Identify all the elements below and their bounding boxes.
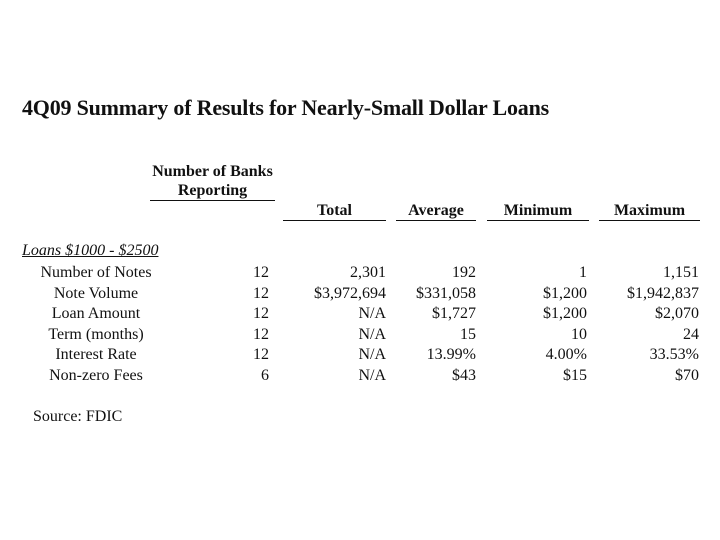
table-row [0,263,720,284]
cell-minimum: 1 [579,264,587,281]
cell-maximum: 1,151 [663,264,699,281]
cell-minimum: $1,200 [543,305,587,323]
cell-minimum: 4.00% [545,346,587,364]
column-header-banks-reporting: Number of Banks Reporting [150,162,275,201]
cell-banks: 12 [253,325,269,343]
row-label: Interest Rate [55,346,137,364]
cell-banks: 12 [253,284,269,302]
row-label: Loan Amount [51,305,141,323]
column-header-average: Average [396,201,476,221]
row-label: Note Volume [53,284,139,302]
cell-banks: 12 [253,346,269,364]
cell-banks: 12 [253,305,269,323]
cell-total: $3,972,694 [314,284,386,302]
table-row [0,304,720,325]
table-row [0,284,720,305]
cell-total: N/A [358,366,386,384]
cell-average: $43 [452,366,476,384]
row-label: Term (months) [48,325,144,343]
cell-maximum: 33.53% [649,346,699,364]
cell-average: $331,058 [416,284,476,302]
column-header-maximum: Maximum [599,201,700,221]
table-row [0,366,720,387]
cell-minimum: $15 [563,366,587,384]
table-row [0,325,720,346]
table-row [0,345,720,366]
cell-maximum: $70 [675,366,699,384]
source-note: Source: FDIC [33,408,123,425]
cell-average: 192 [452,264,476,281]
cell-total: 2,301 [350,264,386,281]
page-title: 4Q09 Summary of Results for Nearly-Small Dollar Loans [22,95,549,120]
cell-minimum: 10 [571,325,587,343]
cell-average: $1,727 [432,305,476,323]
cell-total: N/A [358,346,386,364]
results-table [0,263,720,387]
cell-banks: 12 [253,264,269,281]
row-label: Non-zero Fees [49,366,143,384]
cell-minimum: $1,200 [543,284,587,302]
cell-maximum: $2,070 [655,305,699,323]
cell-banks: 6 [261,366,269,384]
cell-average: 15 [460,325,476,343]
column-header-total: Total [283,201,386,221]
row-label: Number of Notes [40,264,152,281]
column-header-minimum: Minimum [487,201,589,221]
cell-total: N/A [358,325,386,343]
cell-total: N/A [358,305,386,323]
cell-maximum: 24 [683,325,699,343]
cell-maximum: $1,942,837 [627,284,699,302]
cell-average: 13.99% [426,346,476,364]
section-label-loans: Loans $1000 - $2500 [22,242,159,259]
